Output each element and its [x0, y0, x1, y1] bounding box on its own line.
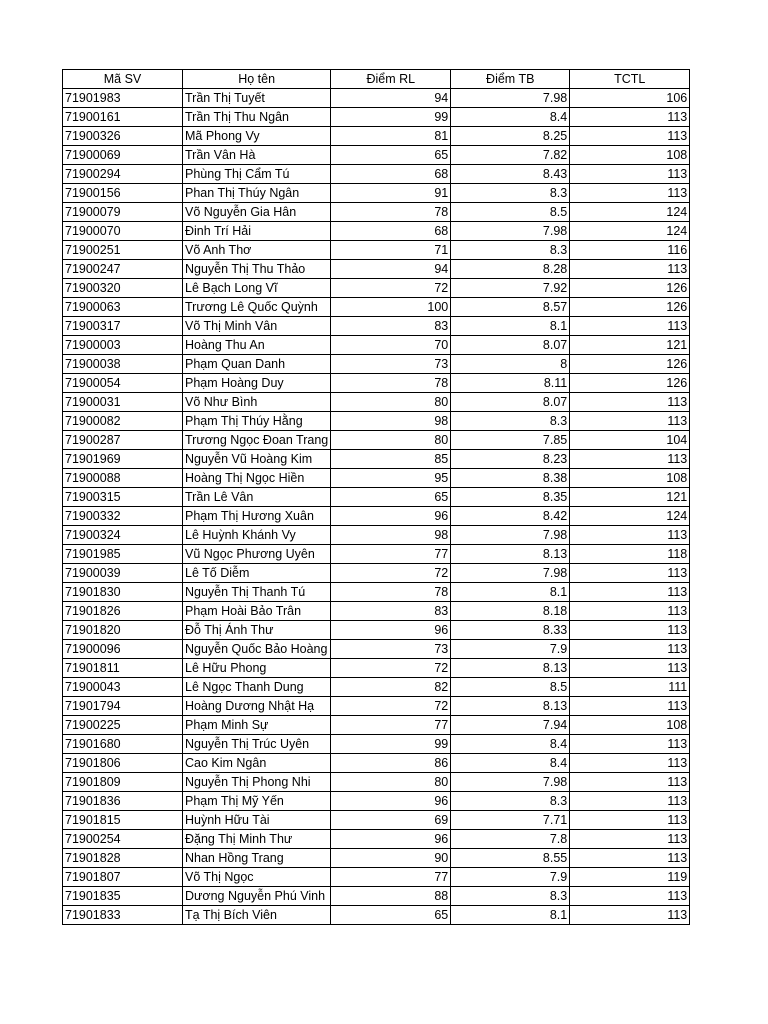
cell-student-id: 71901809 — [63, 773, 183, 792]
cell-credits: 113 — [570, 564, 690, 583]
cell-full-name: Nguyễn Thị Trúc Uyên — [183, 735, 331, 754]
cell-credits: 113 — [570, 184, 690, 203]
cell-conduct-score: 90 — [331, 849, 451, 868]
table-row — [63, 260, 690, 279]
cell-student-id: 71900294 — [63, 165, 183, 184]
cell-full-name: Hoàng Thu An — [183, 336, 331, 355]
cell-conduct-score: 88 — [331, 887, 451, 906]
cell-student-id: 71901806 — [63, 754, 183, 773]
cell-student-id: 71900332 — [63, 507, 183, 526]
cell-full-name: Dương Nguyễn Phú Vinh — [183, 887, 331, 906]
cell-conduct-score: 69 — [331, 811, 451, 830]
cell-full-name: Phạm Thị Hương Xuân — [183, 507, 331, 526]
cell-full-name: Nguyễn Vũ Hoàng Kim — [183, 450, 331, 469]
cell-conduct-score: 83 — [331, 602, 451, 621]
cell-credits: 113 — [570, 849, 690, 868]
cell-conduct-score: 85 — [331, 450, 451, 469]
cell-conduct-score: 65 — [331, 906, 451, 925]
cell-conduct-score: 100 — [331, 298, 451, 317]
cell-conduct-score: 91 — [331, 184, 451, 203]
cell-credits: 113 — [570, 887, 690, 906]
cell-gpa: 8.1 — [451, 906, 570, 925]
cell-full-name: Phan Thị Thúy Ngân — [183, 184, 331, 203]
cell-gpa: 8.57 — [451, 298, 570, 317]
cell-conduct-score: 80 — [331, 773, 451, 792]
table-row — [63, 469, 690, 488]
cell-student-id: 71900156 — [63, 184, 183, 203]
cell-gpa: 8.3 — [451, 241, 570, 260]
cell-gpa: 8.13 — [451, 545, 570, 564]
cell-conduct-score: 77 — [331, 868, 451, 887]
cell-full-name: Lê Bạch Long Vĩ — [183, 279, 331, 298]
cell-student-id: 71900320 — [63, 279, 183, 298]
cell-credits: 113 — [570, 830, 690, 849]
cell-conduct-score: 77 — [331, 716, 451, 735]
table-row — [63, 108, 690, 127]
cell-student-id: 71900063 — [63, 298, 183, 317]
table-row — [63, 165, 690, 184]
cell-credits: 104 — [570, 431, 690, 450]
cell-credits: 126 — [570, 374, 690, 393]
cell-conduct-score: 80 — [331, 431, 451, 450]
table-row — [63, 659, 690, 678]
cell-full-name: Trần Lê Vân — [183, 488, 331, 507]
cell-conduct-score: 81 — [331, 127, 451, 146]
table-row — [63, 184, 690, 203]
table-row — [63, 849, 690, 868]
table-row — [63, 203, 690, 222]
cell-credits: 113 — [570, 165, 690, 184]
cell-credits: 113 — [570, 640, 690, 659]
header-credits: TCTL — [570, 70, 690, 89]
header-full-name: Họ tên — [183, 70, 331, 89]
cell-gpa: 8.07 — [451, 336, 570, 355]
cell-gpa: 8.11 — [451, 374, 570, 393]
cell-credits: 126 — [570, 298, 690, 317]
cell-full-name: Đinh Trí Hải — [183, 222, 331, 241]
cell-gpa: 8.18 — [451, 602, 570, 621]
cell-full-name: Trần Vân Hà — [183, 146, 331, 165]
cell-conduct-score: 96 — [331, 792, 451, 811]
cell-credits: 113 — [570, 108, 690, 127]
cell-conduct-score: 94 — [331, 260, 451, 279]
cell-gpa: 7.98 — [451, 526, 570, 545]
cell-gpa: 8.5 — [451, 203, 570, 222]
cell-gpa: 8.3 — [451, 412, 570, 431]
header-gpa: Điểm TB — [451, 70, 570, 89]
cell-full-name: Phạm Hoàng Duy — [183, 374, 331, 393]
header-student-id: Mã SV — [63, 70, 183, 89]
cell-gpa: 7.9 — [451, 640, 570, 659]
cell-gpa: 7.82 — [451, 146, 570, 165]
cell-gpa: 7.94 — [451, 716, 570, 735]
cell-student-id: 71901807 — [63, 868, 183, 887]
cell-conduct-score: 95 — [331, 469, 451, 488]
cell-gpa: 8.13 — [451, 659, 570, 678]
cell-full-name: Lê Tố Diễm — [183, 564, 331, 583]
cell-full-name: Phạm Minh Sự — [183, 716, 331, 735]
cell-gpa: 8.38 — [451, 469, 570, 488]
table-row — [63, 450, 690, 469]
cell-student-id: 71901815 — [63, 811, 183, 830]
table-row — [63, 716, 690, 735]
cell-conduct-score: 72 — [331, 279, 451, 298]
cell-student-id: 71901820 — [63, 621, 183, 640]
cell-full-name: Phạm Quan Danh — [183, 355, 331, 374]
cell-student-id: 71900070 — [63, 222, 183, 241]
cell-full-name: Nguyễn Quốc Bảo Hoàng — [183, 640, 331, 659]
table-row — [63, 89, 690, 108]
cell-conduct-score: 98 — [331, 526, 451, 545]
table-row — [63, 222, 690, 241]
table-row — [63, 279, 690, 298]
cell-credits: 113 — [570, 317, 690, 336]
cell-credits: 116 — [570, 241, 690, 260]
cell-credits: 124 — [570, 203, 690, 222]
cell-credits: 113 — [570, 697, 690, 716]
cell-student-id: 71901835 — [63, 887, 183, 906]
cell-gpa: 8.3 — [451, 184, 570, 203]
table-row — [63, 545, 690, 564]
cell-conduct-score: 83 — [331, 317, 451, 336]
table-body — [63, 89, 690, 925]
cell-conduct-score: 99 — [331, 108, 451, 127]
cell-student-id: 71900161 — [63, 108, 183, 127]
cell-student-id: 71900003 — [63, 336, 183, 355]
cell-conduct-score: 94 — [331, 89, 451, 108]
cell-credits: 108 — [570, 716, 690, 735]
cell-gpa: 8.4 — [451, 754, 570, 773]
cell-student-id: 71900082 — [63, 412, 183, 431]
cell-full-name: Trần Thị Thu Ngân — [183, 108, 331, 127]
cell-credits: 113 — [570, 583, 690, 602]
table-row — [63, 868, 690, 887]
cell-conduct-score: 86 — [331, 754, 451, 773]
table-row — [63, 526, 690, 545]
cell-full-name: Vũ Ngọc Phương Uyên — [183, 545, 331, 564]
student-table — [62, 69, 690, 925]
cell-credits: 121 — [570, 336, 690, 355]
table-row — [63, 811, 690, 830]
cell-gpa: 7.98 — [451, 564, 570, 583]
cell-full-name: Phạm Thị Mỹ Yến — [183, 792, 331, 811]
cell-student-id: 71900039 — [63, 564, 183, 583]
cell-student-id: 71900326 — [63, 127, 183, 146]
cell-credits: 113 — [570, 811, 690, 830]
cell-student-id: 71900324 — [63, 526, 183, 545]
table-row — [63, 906, 690, 925]
cell-full-name: Phạm Thị Thúy Hằng — [183, 412, 331, 431]
table-row — [63, 298, 690, 317]
cell-credits: 113 — [570, 792, 690, 811]
cell-credits: 124 — [570, 222, 690, 241]
cell-full-name: Trương Lê Quốc Quỳnh — [183, 298, 331, 317]
cell-conduct-score: 82 — [331, 678, 451, 697]
table-row — [63, 697, 690, 716]
table-header — [63, 70, 690, 89]
cell-gpa: 8.28 — [451, 260, 570, 279]
cell-gpa: 7.98 — [451, 89, 570, 108]
cell-full-name: Nhan Hồng Trang — [183, 849, 331, 868]
cell-student-id: 71901811 — [63, 659, 183, 678]
cell-conduct-score: 65 — [331, 488, 451, 507]
cell-credits: 111 — [570, 678, 690, 697]
cell-gpa: 7.98 — [451, 222, 570, 241]
cell-gpa: 8.3 — [451, 887, 570, 906]
cell-gpa: 8.25 — [451, 127, 570, 146]
cell-conduct-score: 73 — [331, 355, 451, 374]
cell-credits: 126 — [570, 279, 690, 298]
cell-credits: 121 — [570, 488, 690, 507]
cell-gpa: 7.85 — [451, 431, 570, 450]
cell-student-id: 71900043 — [63, 678, 183, 697]
cell-credits: 126 — [570, 355, 690, 374]
cell-full-name: Tạ Thị Bích Viên — [183, 906, 331, 925]
table-row — [63, 336, 690, 355]
cell-conduct-score: 72 — [331, 697, 451, 716]
cell-student-id: 71900251 — [63, 241, 183, 260]
cell-credits: 113 — [570, 393, 690, 412]
cell-credits: 113 — [570, 412, 690, 431]
header-row — [63, 70, 690, 89]
cell-full-name: Võ Như Bình — [183, 393, 331, 412]
cell-full-name: Võ Thị Ngọc — [183, 868, 331, 887]
cell-conduct-score: 78 — [331, 583, 451, 602]
cell-full-name: Phùng Thị Cẩm Tú — [183, 165, 331, 184]
cell-credits: 118 — [570, 545, 690, 564]
cell-conduct-score: 80 — [331, 393, 451, 412]
cell-conduct-score: 72 — [331, 659, 451, 678]
cell-student-id: 71901836 — [63, 792, 183, 811]
cell-conduct-score: 68 — [331, 222, 451, 241]
cell-full-name: Nguyễn Thị Thanh Tú — [183, 583, 331, 602]
cell-student-id: 71901969 — [63, 450, 183, 469]
cell-credits: 108 — [570, 469, 690, 488]
cell-gpa: 8.43 — [451, 165, 570, 184]
cell-full-name: Mã Phong Vy — [183, 127, 331, 146]
cell-conduct-score: 77 — [331, 545, 451, 564]
cell-credits: 113 — [570, 260, 690, 279]
table-row — [63, 735, 690, 754]
table-row — [63, 773, 690, 792]
cell-credits: 113 — [570, 602, 690, 621]
cell-full-name: Đặng Thị Minh Thư — [183, 830, 331, 849]
cell-conduct-score: 78 — [331, 374, 451, 393]
cell-credits: 113 — [570, 773, 690, 792]
cell-student-id: 71901828 — [63, 849, 183, 868]
cell-credits: 106 — [570, 89, 690, 108]
table-row — [63, 602, 690, 621]
cell-full-name: Phạm Hoài Bảo Trân — [183, 602, 331, 621]
table-row — [63, 792, 690, 811]
table-row — [63, 830, 690, 849]
cell-gpa: 7.98 — [451, 773, 570, 792]
cell-student-id: 71900254 — [63, 830, 183, 849]
cell-student-id: 71901794 — [63, 697, 183, 716]
cell-conduct-score: 71 — [331, 241, 451, 260]
cell-student-id: 71900069 — [63, 146, 183, 165]
table-row — [63, 393, 690, 412]
cell-gpa: 8.55 — [451, 849, 570, 868]
cell-conduct-score: 96 — [331, 507, 451, 526]
cell-gpa: 8.1 — [451, 317, 570, 336]
cell-full-name: Nguyễn Thị Thu Thảo — [183, 260, 331, 279]
cell-gpa: 8.07 — [451, 393, 570, 412]
cell-full-name: Nguyễn Thị Phong Nhi — [183, 773, 331, 792]
table-row — [63, 564, 690, 583]
cell-gpa: 8.13 — [451, 697, 570, 716]
table-row — [63, 678, 690, 697]
cell-student-id: 71901680 — [63, 735, 183, 754]
cell-full-name: Trương Ngọc Đoan Trang — [183, 431, 331, 450]
cell-conduct-score: 65 — [331, 146, 451, 165]
table-row — [63, 241, 690, 260]
cell-gpa: 8.33 — [451, 621, 570, 640]
cell-student-id: 71900247 — [63, 260, 183, 279]
table-row — [63, 887, 690, 906]
cell-full-name: Hoàng Thị Ngọc Hiền — [183, 469, 331, 488]
cell-gpa: 7.8 — [451, 830, 570, 849]
cell-full-name: Đỗ Thị Ánh Thư — [183, 621, 331, 640]
cell-full-name: Lê Ngọc Thanh Dung — [183, 678, 331, 697]
cell-student-id: 71900317 — [63, 317, 183, 336]
cell-gpa: 7.9 — [451, 868, 570, 887]
cell-student-id: 71900315 — [63, 488, 183, 507]
cell-credits: 119 — [570, 868, 690, 887]
cell-full-name: Lê Huỳnh Khánh Vy — [183, 526, 331, 545]
cell-credits: 113 — [570, 127, 690, 146]
cell-credits: 113 — [570, 906, 690, 925]
cell-gpa: 8.3 — [451, 792, 570, 811]
cell-student-id: 71900225 — [63, 716, 183, 735]
table-row — [63, 754, 690, 773]
cell-conduct-score: 96 — [331, 830, 451, 849]
cell-gpa: 8.1 — [451, 583, 570, 602]
cell-conduct-score: 70 — [331, 336, 451, 355]
cell-student-id: 71900054 — [63, 374, 183, 393]
cell-gpa: 8.4 — [451, 735, 570, 754]
table-row — [63, 374, 690, 393]
cell-full-name: Trần Thị Tuyết — [183, 89, 331, 108]
table-row — [63, 621, 690, 640]
cell-credits: 124 — [570, 507, 690, 526]
cell-credits: 113 — [570, 735, 690, 754]
cell-student-id: 71901983 — [63, 89, 183, 108]
table-row — [63, 355, 690, 374]
table-row — [63, 146, 690, 165]
cell-student-id: 71900287 — [63, 431, 183, 450]
cell-gpa: 7.71 — [451, 811, 570, 830]
table-row — [63, 583, 690, 602]
cell-full-name: Cao Kim Ngân — [183, 754, 331, 773]
table-row — [63, 317, 690, 336]
cell-credits: 108 — [570, 146, 690, 165]
cell-credits: 113 — [570, 754, 690, 773]
table-row — [63, 507, 690, 526]
cell-student-id: 71900079 — [63, 203, 183, 222]
table-row — [63, 431, 690, 450]
cell-conduct-score: 72 — [331, 564, 451, 583]
cell-student-id: 71901833 — [63, 906, 183, 925]
cell-conduct-score: 98 — [331, 412, 451, 431]
cell-gpa: 8.5 — [451, 678, 570, 697]
table-row — [63, 640, 690, 659]
cell-full-name: Võ Thị Minh Vân — [183, 317, 331, 336]
cell-student-id: 71900088 — [63, 469, 183, 488]
cell-student-id: 71901985 — [63, 545, 183, 564]
table-row — [63, 127, 690, 146]
cell-credits: 113 — [570, 621, 690, 640]
cell-student-id: 71900038 — [63, 355, 183, 374]
cell-credits: 113 — [570, 659, 690, 678]
cell-conduct-score: 68 — [331, 165, 451, 184]
cell-gpa: 8.35 — [451, 488, 570, 507]
cell-conduct-score: 96 — [331, 621, 451, 640]
cell-student-id: 71900096 — [63, 640, 183, 659]
cell-student-id: 71901830 — [63, 583, 183, 602]
cell-conduct-score: 73 — [331, 640, 451, 659]
table-row — [63, 488, 690, 507]
cell-full-name: Hoàng Dương Nhật Hạ — [183, 697, 331, 716]
cell-full-name: Võ Nguyễn Gia Hân — [183, 203, 331, 222]
cell-conduct-score: 78 — [331, 203, 451, 222]
cell-full-name: Huỳnh Hữu Tài — [183, 811, 331, 830]
header-conduct-score: Điểm RL — [331, 70, 451, 89]
cell-student-id: 71901826 — [63, 602, 183, 621]
cell-gpa: 8.42 — [451, 507, 570, 526]
cell-credits: 113 — [570, 450, 690, 469]
cell-gpa: 8.4 — [451, 108, 570, 127]
cell-gpa: 7.92 — [451, 279, 570, 298]
cell-full-name: Lê Hữu Phong — [183, 659, 331, 678]
cell-full-name: Võ Anh Thơ — [183, 241, 331, 260]
cell-conduct-score: 99 — [331, 735, 451, 754]
cell-gpa: 8.23 — [451, 450, 570, 469]
cell-student-id: 71900031 — [63, 393, 183, 412]
cell-credits: 113 — [570, 526, 690, 545]
cell-gpa: 8 — [451, 355, 570, 374]
table-row — [63, 412, 690, 431]
